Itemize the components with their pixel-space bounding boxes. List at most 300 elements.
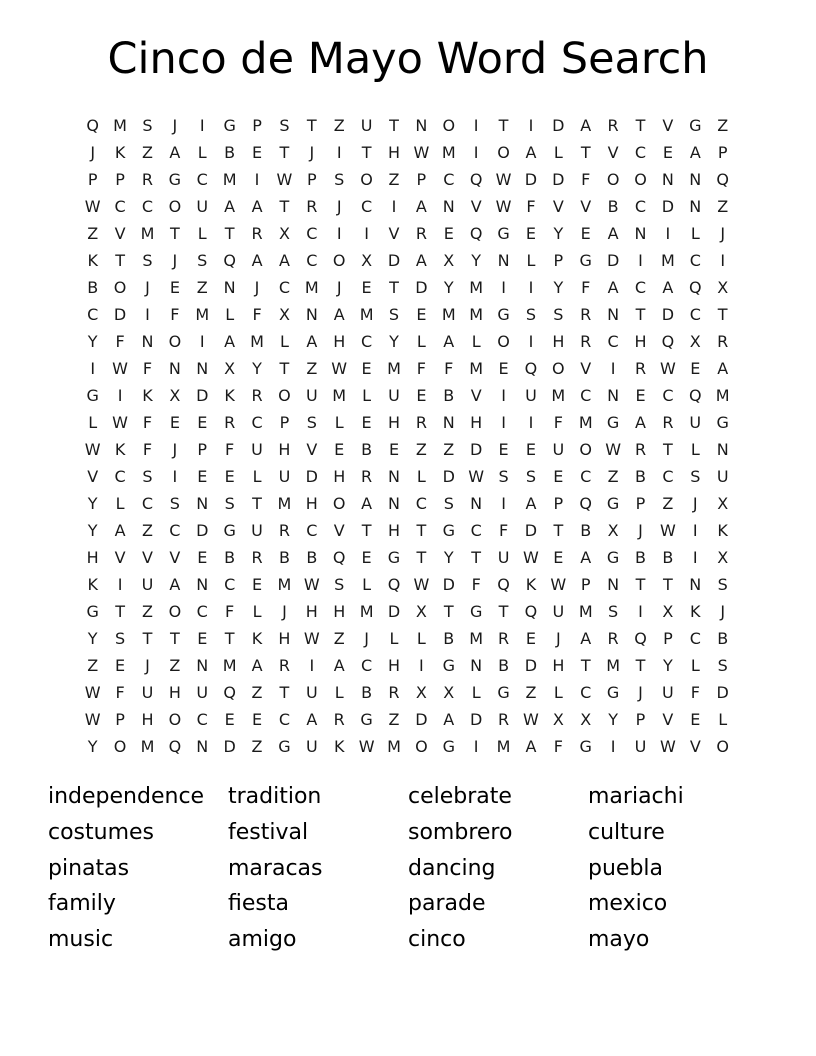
grid-letter: O <box>579 439 593 459</box>
grid-letter: E <box>662 142 673 162</box>
grid-letter: A <box>525 736 537 756</box>
grid-letter: E <box>553 466 564 486</box>
grid-letter: T <box>361 520 372 540</box>
grid-letter: I <box>665 223 671 243</box>
grid-letter: Q <box>497 574 510 594</box>
grid-letter: M <box>578 601 593 621</box>
grid-letter: T <box>498 115 509 135</box>
grid-letter: W <box>331 358 348 378</box>
grid-letter: E <box>197 412 208 432</box>
grid-letter: R <box>634 358 647 378</box>
grid-letter: Z <box>717 115 729 135</box>
grid-letter: A <box>717 358 729 378</box>
grid-letter: L <box>362 574 372 594</box>
grid-letter: G <box>497 304 510 324</box>
grid-letter: B <box>443 385 455 405</box>
grid-letter: G <box>442 736 455 756</box>
grid-letter: D <box>524 655 538 675</box>
grid-letter: Y <box>87 331 98 351</box>
word-item: independence <box>48 784 205 809</box>
grid-letter: T <box>279 142 290 162</box>
grid-letter: C <box>689 250 701 270</box>
grid-letter: C <box>607 331 619 351</box>
grid-letter: S <box>553 304 564 324</box>
grid-letter: F <box>498 520 509 540</box>
grid-letter: Z <box>196 277 208 297</box>
grid-letter: C <box>470 520 482 540</box>
grid-letter: N <box>388 466 400 486</box>
grid-letter: X <box>552 709 564 729</box>
grid-letter: O <box>606 169 620 189</box>
grid-letter: Y <box>87 520 98 540</box>
grid-letter: P <box>115 709 125 729</box>
grid-letter: G <box>716 412 729 432</box>
grid-letter: L <box>471 331 481 351</box>
grid-letter: Z <box>141 520 153 540</box>
grid-letter: I <box>117 574 123 594</box>
grid-letter: M <box>332 385 347 405</box>
grid-letter: H <box>278 628 291 648</box>
grid-letter: R <box>580 331 592 351</box>
grid-letter: T <box>389 277 399 297</box>
grid-letter: Z <box>388 709 400 729</box>
grid-letter: I <box>473 142 479 162</box>
grid-letter: M <box>387 358 401 378</box>
grid-letter: V <box>470 385 482 405</box>
grid-letter: I <box>501 385 506 405</box>
grid-letter: A <box>251 196 263 216</box>
grid-letter: A <box>443 709 455 729</box>
grid-letter: N <box>634 223 647 243</box>
word-list-column <box>48 779 204 958</box>
grid-letter: D <box>716 682 729 702</box>
word-list-column <box>588 779 684 958</box>
word-search-grid <box>79 112 736 760</box>
grid-letter: O <box>497 142 510 162</box>
grid-letter: G <box>606 547 620 567</box>
grid-letter: Q <box>223 682 236 702</box>
grid-letter: N <box>305 304 318 324</box>
grid-letter: R <box>415 223 427 243</box>
word-item: family <box>48 891 116 917</box>
grid-letter: Z <box>87 655 99 675</box>
grid-letter: Y <box>87 493 98 513</box>
grid-letter: C <box>689 304 701 324</box>
grid-letter: G <box>606 682 620 702</box>
word-item: costumes <box>48 819 155 845</box>
grid-letter: A <box>662 277 674 297</box>
grid-letter: Y <box>608 709 618 729</box>
grid-letter: X <box>278 304 290 324</box>
grid-letter: I <box>199 115 205 135</box>
grid-letter: L <box>252 601 262 621</box>
grid-letter: I <box>610 736 616 756</box>
grid-letter: V <box>689 736 701 756</box>
grid-letter: C <box>361 655 373 675</box>
grid-letter: S <box>169 493 180 513</box>
grid-letter: R <box>662 412 674 432</box>
grid-letter: E <box>580 223 591 243</box>
grid-letter: A <box>306 331 318 351</box>
grid-letter: M <box>113 115 127 135</box>
grid-letter: E <box>115 655 126 675</box>
grid-letter: F <box>526 196 536 216</box>
grid-letter: G <box>579 736 592 756</box>
grid-letter: L <box>362 385 372 405</box>
grid-letter: I <box>336 142 342 162</box>
grid-letter: G <box>606 493 620 513</box>
grid-letter: E <box>498 439 509 459</box>
grid-letter: M <box>359 601 374 621</box>
grid-letter: J <box>145 277 150 297</box>
grid-letter: V <box>306 439 318 459</box>
grid-letter: Z <box>141 142 153 162</box>
grid-letter: W <box>112 412 128 432</box>
grid-letter: Y <box>471 250 482 270</box>
grid-letter: C <box>251 412 263 432</box>
grid-letter: A <box>525 142 537 162</box>
grid-letter: G <box>579 250 592 270</box>
grid-letter: E <box>197 547 208 567</box>
grid-letter: B <box>361 682 373 702</box>
grid-letter: R <box>306 196 318 216</box>
grid-letter: X <box>169 385 181 405</box>
grid-letter: X <box>361 250 373 270</box>
grid-letter: V <box>388 223 400 243</box>
grid-letter: Z <box>87 223 99 243</box>
grid-letter: Z <box>607 466 619 486</box>
grid-letter: U <box>388 385 400 405</box>
grid-letter: N <box>689 169 702 189</box>
grid-letter: H <box>552 655 565 675</box>
grid-letter: E <box>690 709 701 729</box>
grid-letter: Q <box>688 385 702 405</box>
grid-letter: O <box>442 115 456 135</box>
grid-letter: U <box>141 682 154 702</box>
grid-letter: M <box>359 304 374 324</box>
grid-letter: E <box>498 358 509 378</box>
grid-letter: D <box>524 169 538 189</box>
grid-letter: R <box>607 628 619 648</box>
grid-letter: V <box>114 547 126 567</box>
grid-letter: A <box>306 709 318 729</box>
grid-letter: L <box>553 682 563 702</box>
grid-letter: D <box>223 736 236 756</box>
grid-letter: X <box>717 277 729 297</box>
grid-letter: Q <box>469 223 483 243</box>
grid-letter: U <box>278 466 291 486</box>
grid-letter: H <box>387 142 400 162</box>
grid-letter: T <box>224 628 235 648</box>
grid-letter: N <box>470 493 483 513</box>
grid-letter: J <box>364 628 369 648</box>
grid-letter: A <box>278 250 290 270</box>
grid-letter: T <box>443 601 454 621</box>
grid-letter: A <box>114 520 126 540</box>
grid-letter: N <box>196 574 209 594</box>
grid-letter: Y <box>553 223 564 243</box>
grid-letter: D <box>196 520 209 540</box>
word-list <box>0 779 816 979</box>
grid-letter: B <box>278 547 290 567</box>
grid-letter: Z <box>662 493 674 513</box>
grid-letter: E <box>197 628 208 648</box>
grid-letter: O <box>168 601 182 621</box>
grid-letter: W <box>413 574 430 594</box>
grid-letter: S <box>717 655 728 675</box>
grid-letter: B <box>498 655 510 675</box>
grid-letter: F <box>690 682 700 702</box>
grid-letter: U <box>305 385 318 405</box>
grid-letter: P <box>115 169 125 189</box>
grid-letter: C <box>141 493 154 513</box>
grid-letter: F <box>142 412 153 432</box>
grid-letter: L <box>197 223 207 243</box>
grid-letter: H <box>305 601 318 621</box>
grid-letter: R <box>251 223 263 243</box>
grid-letter: A <box>525 493 537 513</box>
grid-letter: Q <box>387 574 401 594</box>
grid-letter: S <box>224 493 235 513</box>
grid-letter: C <box>114 196 126 216</box>
grid-letter: F <box>471 574 481 594</box>
grid-letter: Y <box>87 736 98 756</box>
grid-letter: H <box>333 466 346 486</box>
grid-letter: W <box>659 736 676 756</box>
grid-letter: L <box>471 682 481 702</box>
grid-letter: I <box>90 358 96 378</box>
grid-letter: W <box>468 466 485 486</box>
grid-letter: T <box>416 547 427 567</box>
grid-letter: N <box>689 196 702 216</box>
grid-letter: Q <box>634 628 647 648</box>
grid-letter: W <box>112 358 128 378</box>
grid-letter: F <box>553 736 563 756</box>
grid-letter: U <box>141 574 154 594</box>
grid-letter: D <box>606 250 620 270</box>
grid-letter: T <box>279 358 290 378</box>
grid-letter: G <box>387 547 401 567</box>
grid-letter: J <box>145 655 150 675</box>
grid-letter: K <box>251 628 263 648</box>
grid-letter: H <box>387 520 400 540</box>
grid-letter: Y <box>553 277 564 297</box>
grid-letter: V <box>333 520 345 540</box>
grid-letter: Z <box>388 169 400 189</box>
grid-letter: I <box>528 115 534 135</box>
grid-letter: D <box>387 250 401 270</box>
grid-letter: V <box>662 709 674 729</box>
grid-letter: A <box>580 547 592 567</box>
grid-letter: M <box>441 142 456 162</box>
grid-letter: I <box>254 169 260 189</box>
grid-letter: J <box>282 601 287 621</box>
grid-letter: T <box>635 655 646 675</box>
grid-letter: X <box>607 520 619 540</box>
grid-letter: T <box>252 493 262 513</box>
grid-letter: Q <box>86 115 99 135</box>
grid-letter: C <box>361 331 373 351</box>
grid-letter: A <box>689 142 701 162</box>
grid-letter: N <box>196 655 209 675</box>
grid-letter: R <box>251 385 263 405</box>
grid-letter: Y <box>663 655 673 675</box>
grid-letter: E <box>361 358 372 378</box>
grid-letter: F <box>115 331 125 351</box>
grid-letter: C <box>415 493 427 513</box>
grid-letter: L <box>553 142 563 162</box>
grid-letter: O <box>168 331 182 351</box>
grid-letter: L <box>225 304 235 324</box>
grid-letter: P <box>553 493 564 513</box>
grid-letter: O <box>113 277 127 297</box>
grid-letter: T <box>635 115 646 135</box>
grid-letter: W <box>495 169 512 189</box>
grid-letter: C <box>306 250 318 270</box>
grid-letter: P <box>279 412 290 432</box>
grid-letter: B <box>635 466 646 486</box>
grid-letter: E <box>169 277 180 297</box>
grid-letter: R <box>251 547 263 567</box>
grid-letter: F <box>225 601 235 621</box>
grid-letter: B <box>580 520 592 540</box>
grid-letter: G <box>278 736 291 756</box>
grid-letter: J <box>309 142 315 162</box>
grid-letter: N <box>196 736 209 756</box>
grid-letter: Q <box>688 277 702 297</box>
grid-letter: Y <box>443 277 454 297</box>
grid-letter: W <box>659 358 676 378</box>
grid-letter: R <box>497 709 510 729</box>
grid-letter: O <box>278 385 291 405</box>
grid-letter: A <box>361 493 373 513</box>
grid-letter: C <box>580 682 592 702</box>
grid-letter: W <box>358 736 375 756</box>
grid-letter: E <box>553 547 564 567</box>
grid-letter: E <box>416 304 427 324</box>
grid-letter: H <box>168 682 181 702</box>
grid-letter: N <box>689 574 702 594</box>
grid-letter: Z <box>717 196 729 216</box>
word-item: maracas <box>228 855 323 881</box>
grid-letter: W <box>495 196 512 216</box>
grid-letter: S <box>142 115 153 135</box>
grid-letter: D <box>305 466 318 486</box>
grid-letter: V <box>114 223 126 243</box>
grid-letter: P <box>252 115 262 135</box>
grid-letter: B <box>443 628 455 648</box>
grid-letter: C <box>689 628 701 648</box>
grid-letter: C <box>580 466 592 486</box>
grid-letter: H <box>552 331 565 351</box>
grid-letter: B <box>662 547 674 567</box>
grid-letter: U <box>552 601 565 621</box>
grid-letter: D <box>442 574 455 594</box>
grid-letter: M <box>277 493 292 513</box>
word-item: sombrero <box>408 819 513 845</box>
grid-letter: N <box>607 304 620 324</box>
grid-letter: K <box>114 439 126 459</box>
grid-letter: F <box>252 304 262 324</box>
grid-letter: A <box>251 250 263 270</box>
grid-letter: I <box>473 736 479 756</box>
grid-letter: T <box>717 304 728 324</box>
grid-letter: U <box>689 412 702 432</box>
grid-letter: R <box>634 439 647 459</box>
grid-letter: X <box>717 493 729 513</box>
grid-letter: A <box>607 277 619 297</box>
grid-letter: S <box>197 250 208 270</box>
grid-letter: I <box>336 223 342 243</box>
grid-letter: A <box>635 412 646 432</box>
grid-letter: N <box>607 574 620 594</box>
word-item: celebrate <box>408 784 512 809</box>
word-item: puebla <box>588 855 664 881</box>
grid-letter: F <box>142 439 153 459</box>
grid-letter: E <box>361 547 372 567</box>
grid-letter: A <box>333 304 345 324</box>
grid-letter: S <box>142 466 153 486</box>
grid-letter: G <box>86 385 99 405</box>
grid-letter: R <box>224 412 236 432</box>
grid-letter: J <box>172 439 178 459</box>
grid-letter: M <box>578 412 593 432</box>
grid-letter: L <box>718 709 728 729</box>
word-list-column <box>228 779 322 958</box>
grid-letter: V <box>607 142 619 162</box>
grid-letter: X <box>662 601 674 621</box>
grid-letter: X <box>717 547 729 567</box>
grid-letter: Z <box>333 115 345 135</box>
grid-letter: R <box>607 115 619 135</box>
grid-letter: Q <box>579 493 593 513</box>
grid-letter: A <box>224 331 236 351</box>
grid-letter: W <box>84 439 101 459</box>
grid-letter: A <box>443 331 455 351</box>
grid-letter: N <box>388 493 400 513</box>
grid-letter: X <box>443 250 455 270</box>
grid-letter: L <box>88 412 98 432</box>
grid-letter: W <box>303 574 320 594</box>
grid-letter: M <box>469 358 484 378</box>
grid-letter: J <box>720 601 726 621</box>
grid-letter: B <box>635 547 646 567</box>
grid-letter: W <box>550 574 567 594</box>
grid-letter: J <box>638 520 643 540</box>
grid-letter: N <box>415 115 428 135</box>
grid-letter: H <box>387 655 400 675</box>
word-item: parade <box>408 891 486 917</box>
grid-letter: R <box>361 466 373 486</box>
grid-letter: C <box>87 304 99 324</box>
grid-letter: R <box>580 304 592 324</box>
grid-letter: I <box>473 115 479 135</box>
grid-letter: Z <box>251 736 263 756</box>
grid-letter: K <box>87 250 98 270</box>
grid-letter: N <box>141 331 154 351</box>
grid-letter: F <box>581 169 591 189</box>
grid-letter: P <box>306 169 317 189</box>
word-item: mayo <box>588 927 650 953</box>
grid-letter: H <box>278 439 291 459</box>
grid-letter: O <box>415 736 428 756</box>
grid-letter: O <box>332 493 346 513</box>
grid-letter: X <box>415 682 427 702</box>
grid-letter: K <box>224 385 235 405</box>
grid-letter: G <box>223 520 236 540</box>
grid-letter: A <box>169 142 181 162</box>
grid-letter: D <box>196 385 209 405</box>
